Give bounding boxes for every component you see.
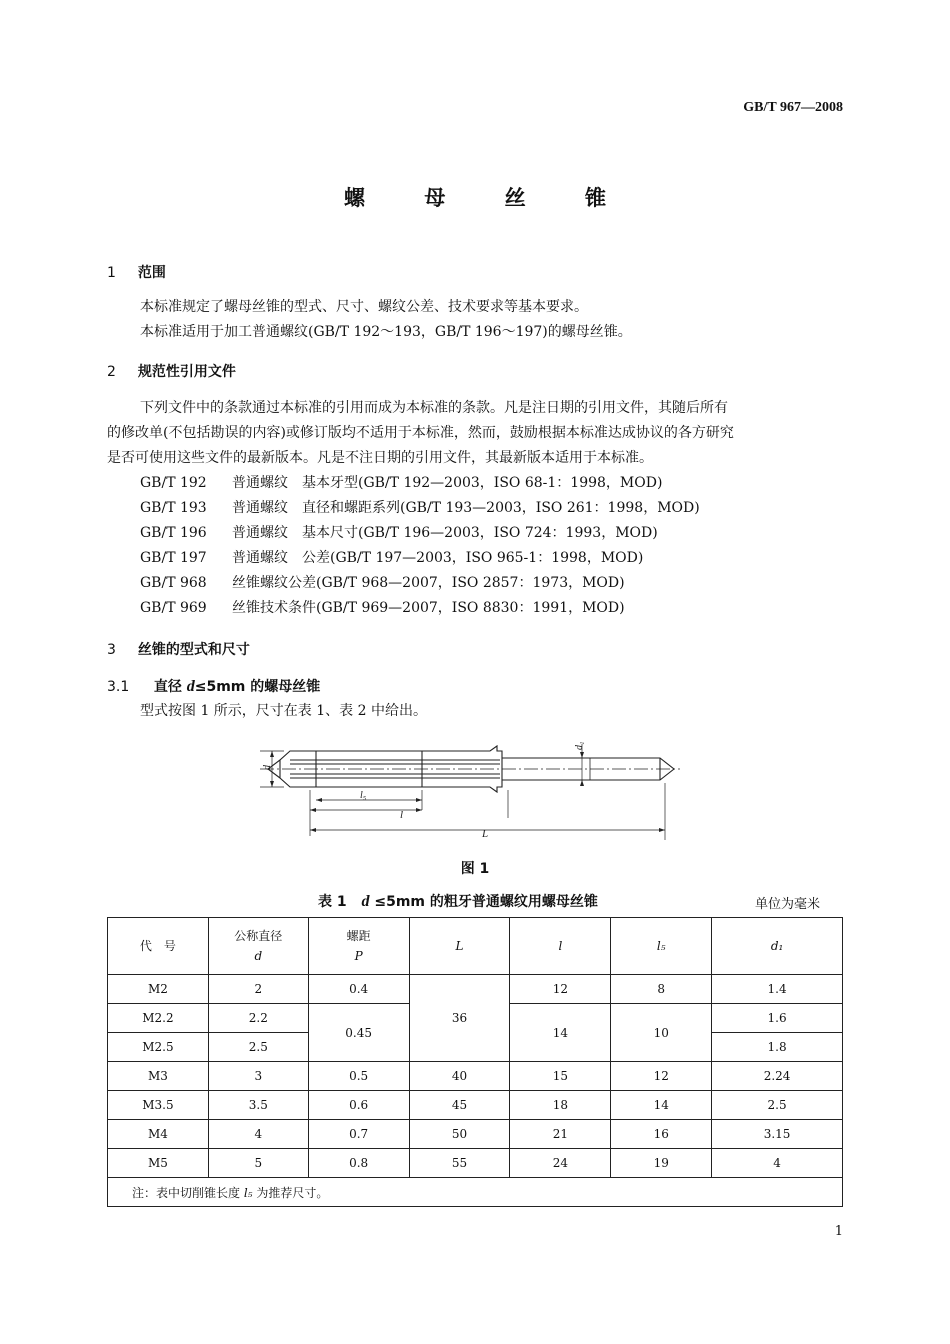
table-row: [108, 1062, 843, 1091]
cell-code: M2.2: [108, 1004, 209, 1033]
header-nominal-label: 公称直径: [234, 929, 283, 943]
reference-code: GB/T 969: [140, 600, 207, 616]
header-l: l: [510, 918, 611, 975]
table-note: [108, 1178, 843, 1207]
cell-code: M5: [108, 1149, 209, 1178]
cell-l: 18: [510, 1091, 611, 1120]
reference-text: 普通螺纹 公差(GB/T 197—2003，ISO 965-1：1998，MOD): [232, 550, 644, 566]
cell-l5: 8: [611, 975, 712, 1004]
section-1-paragraph-1: 本标准规定了螺母丝锥的型式、尺寸、螺纹公差、技术要求等基本要求。: [140, 299, 588, 315]
cell-l: 15: [510, 1062, 611, 1091]
cell-d: 2.2: [208, 1004, 308, 1033]
cell-d1: 3.15: [712, 1120, 843, 1149]
reference-code: GB/T 196: [140, 525, 207, 541]
header-pitch-symbol: P: [354, 949, 363, 963]
cell-d: 3: [208, 1062, 308, 1091]
cell-p: 0.7: [308, 1120, 409, 1149]
cell-l5: 10: [611, 1004, 712, 1062]
cell-d1: 4: [712, 1149, 843, 1178]
reference-item: [140, 471, 840, 496]
reference-code: GB/T 192: [140, 475, 207, 491]
table-caption-text: ≤5mm 的粗牙普通螺纹用螺母丝锥: [374, 894, 598, 910]
reference-item: [140, 521, 840, 546]
table-unit: 单位为毫米: [755, 897, 821, 912]
cell-l5: 16: [611, 1120, 712, 1149]
header-nominal-symbol: d: [254, 949, 263, 963]
section-number: 3: [107, 642, 116, 658]
tap-drawing-figure: [260, 738, 680, 848]
reference-code: GB/T 197: [140, 550, 207, 566]
cell-code: M3: [108, 1062, 209, 1091]
header-code: 代 号: [108, 918, 209, 975]
reference-code: GB/T 968: [140, 575, 207, 591]
cell-L: 45: [409, 1091, 510, 1120]
cell-code: M2: [108, 975, 209, 1004]
section-2-paragraph-line-3: 是否可使用这些文件的最新版本。凡是不注日期的引用文件，其最新版本适用于本标准。: [107, 450, 653, 466]
note-variable: l₅: [243, 1185, 253, 1200]
cell-d: 5: [208, 1149, 308, 1178]
table-note-row: [108, 1178, 843, 1207]
section-title: 丝锥的型式和尺寸: [137, 642, 250, 658]
table-caption-label: 表 1: [318, 894, 347, 910]
label-l: l: [400, 809, 404, 821]
section-3-heading: [107, 639, 250, 659]
section-title-variable: d: [186, 678, 195, 695]
cell-d1: 1.4: [712, 975, 843, 1004]
cell-l5: 19: [611, 1149, 712, 1178]
cell-d: 2: [208, 975, 308, 1004]
cell-p: 0.6: [308, 1091, 409, 1120]
header-l5: l₅: [611, 918, 712, 975]
section-3-1-heading: [107, 676, 320, 696]
reference-text: 丝锥螺纹公差(GB/T 968—2007，ISO 2857：1973，MOD): [232, 575, 625, 591]
header-pitch: [308, 918, 409, 975]
cell-d: 3.5: [208, 1091, 308, 1120]
section-2-paragraph-line-2: 的修改单(不包括勘误的内容)或修订版均不适用于本标准，然而，鼓励根据本标准达成协议的各方研究: [107, 425, 734, 441]
cell-code: M2.5: [108, 1033, 209, 1062]
note-suffix: 为推荐尺寸。: [256, 1185, 329, 1200]
reference-text: 普通螺纹 基本尺寸(GB/T 196—2003，ISO 724：1993，MOD): [232, 525, 658, 541]
cell-d: 2.5: [208, 1033, 308, 1062]
page-number: 1: [834, 1224, 843, 1239]
table-row: [108, 1091, 843, 1120]
table-row: [108, 975, 843, 1004]
cell-l: 24: [510, 1149, 611, 1178]
cell-d1: 2.5: [712, 1091, 843, 1120]
header-L: L: [409, 918, 510, 975]
section-number: 2: [107, 364, 116, 380]
reference-text: 普通螺纹 直径和螺距系列(GB/T 193—2003，ISO 261：1998，MOD): [232, 500, 700, 516]
cell-p: 0.45: [308, 1004, 409, 1062]
label-d: d: [262, 765, 273, 770]
cell-code: M3.5: [108, 1091, 209, 1120]
label-l5: l₅: [360, 790, 367, 801]
reference-item: [140, 571, 840, 596]
section-number: 3.1: [107, 679, 130, 695]
reference-item: [140, 546, 840, 571]
figure-caption: 图 1: [460, 861, 490, 877]
cell-code: M4: [108, 1120, 209, 1149]
table-header-row: [108, 918, 843, 975]
cell-l: 14: [510, 1004, 611, 1062]
cell-d1: 2.24: [712, 1062, 843, 1091]
section-1-paragraph-2: 本标准适用于加工普通螺纹(GB/T 192～193，GB/T 196～197)的螺母丝锥。: [140, 324, 632, 340]
header-d1: d₁: [712, 918, 843, 975]
standard-code: GB/T 967—2008: [743, 100, 843, 115]
section-title-suffix: ≤5mm 的螺母丝锥: [194, 679, 321, 695]
header-nominal-diameter: [208, 918, 308, 975]
cell-l5: 12: [611, 1062, 712, 1091]
table-caption-variable: d: [361, 893, 370, 910]
cell-L: 50: [409, 1120, 510, 1149]
cell-l: 12: [510, 975, 611, 1004]
section-2-heading: [107, 361, 236, 381]
section-1-heading: [107, 262, 166, 282]
reference-item: [140, 596, 840, 621]
cell-p: 0.4: [308, 975, 409, 1004]
cell-L: 40: [409, 1062, 510, 1091]
note-prefix: 注：表中切削锥长度: [132, 1185, 241, 1200]
reference-text: 普通螺纹 基本牙型(GB/T 192—2003，ISO 68-1：1998，MOD): [232, 475, 663, 491]
cell-L: 36: [409, 975, 510, 1062]
reference-text: 丝锥技术条件(GB/T 969—2007，ISO 8830：1991，MOD): [232, 600, 625, 616]
reference-code: GB/T 193: [140, 500, 207, 516]
table-1-caption: [318, 891, 598, 911]
section-2-paragraph-line-1: 下列文件中的条款通过本标准的引用而成为本标准的条款。凡是注日期的引用文件，其随后所有: [140, 400, 728, 416]
section-title: 规范性引用文件: [137, 364, 236, 380]
document-title: 螺 母 丝 锥: [344, 186, 632, 210]
header-pitch-label: 螺距: [346, 929, 371, 943]
section-title: 范围: [137, 265, 166, 281]
cell-l: 21: [510, 1120, 611, 1149]
section-3-1-paragraph: 型式按图 1 所示，尺寸在表 1、表 2 中给出。: [140, 703, 427, 719]
table-row: [108, 1149, 843, 1178]
cell-l5: 14: [611, 1091, 712, 1120]
reference-item: [140, 496, 840, 521]
table-row: [108, 1120, 843, 1149]
cell-L: 55: [409, 1149, 510, 1178]
label-L: L: [482, 828, 489, 840]
cell-d: 4: [208, 1120, 308, 1149]
cell-p: 0.8: [308, 1149, 409, 1178]
table-1: [107, 917, 843, 1207]
label-d1: d₁: [574, 741, 585, 750]
cell-d1: 1.8: [712, 1033, 843, 1062]
cell-p: 0.5: [308, 1062, 409, 1091]
section-number: 1: [107, 265, 116, 281]
cell-d1: 1.6: [712, 1004, 843, 1033]
section-title-prefix: 直径: [153, 679, 182, 695]
